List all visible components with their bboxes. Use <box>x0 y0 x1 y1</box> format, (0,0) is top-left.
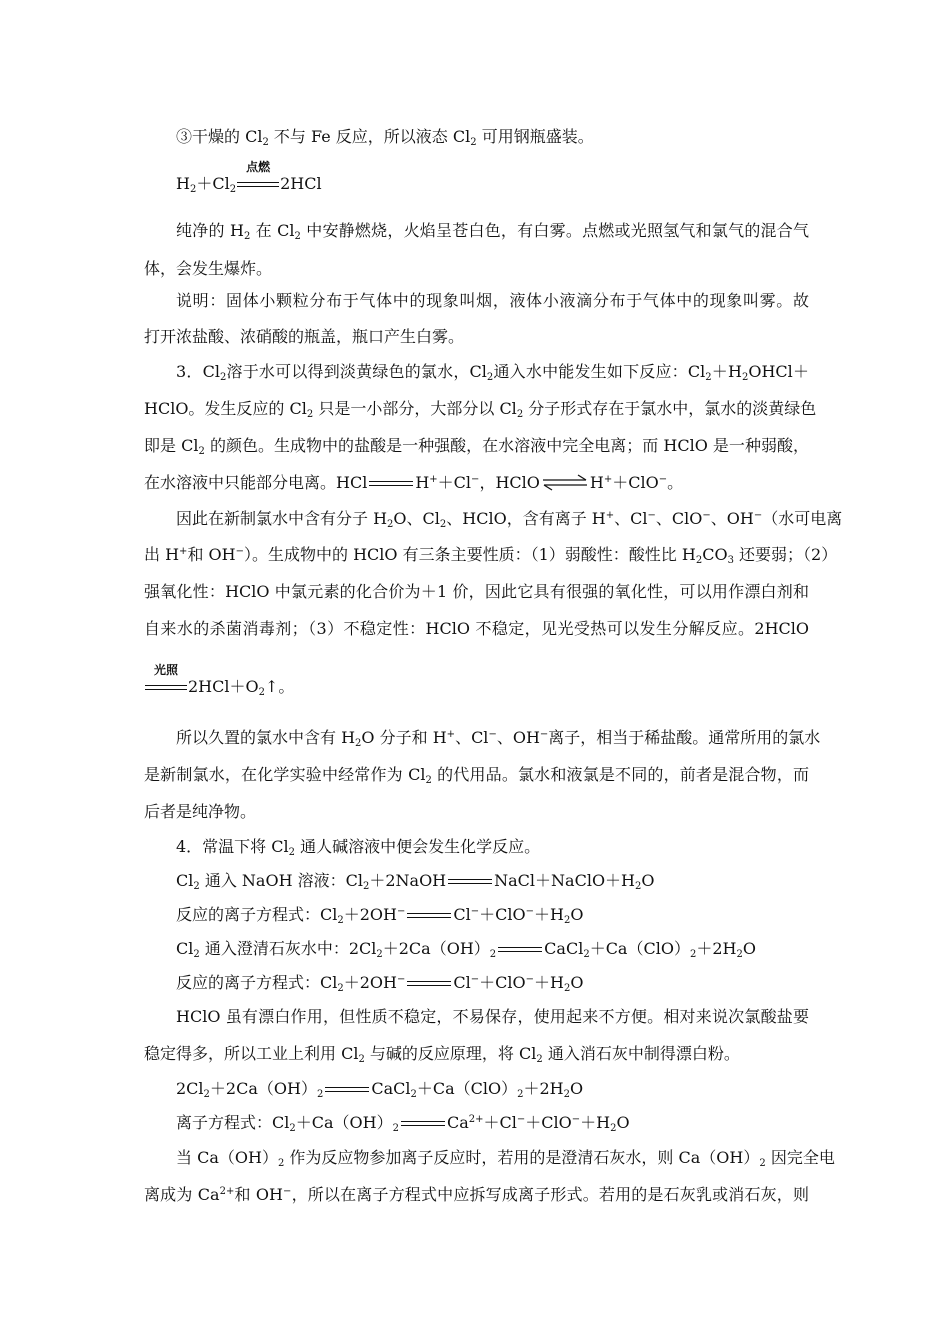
equals-sign <box>405 904 453 926</box>
condition-label: 点燃 <box>246 160 271 174</box>
equation-line: 反应的离子方程式：$Cl_2+2OH^-$ $Cl^-+ClO^-+H_2O$ <box>176 973 584 994</box>
paragraph-line: 出 H+和 OH−）。生成物中的 HClO 有三条主要性质：（1）弱酸性：酸性比 $H_2CO_3$ 还要弱；（2） <box>144 545 838 566</box>
equals-sign <box>323 1078 371 1100</box>
paragraph-line: 因此在新制氯水中含有分子 $H_2O$、$Cl_2$、HClO，含有离子 H+、Cl−、ClO−、OH−（水可电离 <box>176 509 843 530</box>
paragraph-line: HClO。发生反应的 $Cl_2$ 只是一小部分，大部分以 $Cl_2$ 分子形式存在于氯水中，氯水的淡黄绿色 <box>144 399 817 420</box>
paragraph-line: 体，会发生爆炸。 <box>144 259 273 278</box>
paragraph-line: 3．$Cl_2$溶于水可以得到淡黄绿色的氯水，$Cl_2$通入水中能发生如下反应：$Cl_2+H_2OHCl+$ <box>176 362 809 383</box>
paragraph-line: 说明：固体小颗粒分布于气体中的现象叫烟，液体小液滴分布于气体中的现象叫雾。故 <box>176 291 809 310</box>
reversible-arrow-icon <box>540 472 590 494</box>
paragraph-line: 打开浓盐酸、浓硝酸的瓶盖，瓶口产生白雾。 <box>144 327 465 346</box>
paragraph-line: 4．常温下将 $Cl_2$ 通人碱溶液中便会发生化学反应。 <box>176 837 541 858</box>
paragraph-line: 当 $Ca(OH)_2$ 作为反应物参加离子反应时，若用的是澄清石灰水，则 $Ca(OH)_2$ 因完全电 <box>176 1148 835 1169</box>
condition-label: 光照 <box>153 663 178 677</box>
paragraph-line: 后者是纯净物。 <box>144 802 257 821</box>
paragraph-line: 离成为 $Ca^{2+}$和 OH−，所以在离子方程式中应拆写成离子形式。若用的是石灰乳或消石灰，则 <box>144 1185 809 1204</box>
equals-sign <box>446 870 494 892</box>
equals-sign <box>399 1112 447 1134</box>
equation-line: 反应的离子方程式：$Cl_2+2OH^-$ $Cl^-+ClO^-+H_2O$ <box>176 905 584 926</box>
equation-line: 离子方程式：$Cl_2+Ca(OH)_2$ $Ca^{2+}+Cl^-+ClO^-+H_2O$ <box>176 1113 630 1134</box>
paragraph-line: 所以久置的氯水中含有 $H_2O$ 分子和 H+、Cl−、OH−离子，相当于稀盐酸。通常所用的氯水 <box>176 728 821 749</box>
paragraph-line: 纯净的 $H_2$ 在 $Cl_2$ 中安静燃烧，火焰呈苍白色，有白雾。点燃或光照氢气和氯气的混合气 <box>176 221 809 242</box>
paragraph-line: 是新制氯水，在化学实验中经常作为 $Cl_2$ 的代用品。氯水和液氯是不同的，前者是混合物，而 <box>144 765 810 786</box>
paragraph-line: 强氧化性：HClO 中氯元素的化合价为＋1 价，因此它具有很强的氧化性，可以用作漂白剂和 <box>144 582 809 601</box>
equation-line: $Cl_2$ 通入澄清石灰水中：$2Cl_2+2Ca(OH)_2$ $CaCl_2+Ca(ClO)_2+2H_2O$ <box>176 939 756 960</box>
equation-line: $2Cl_2+2Ca(OH)_2$ $CaCl_2+Ca(ClO)_2+2H_2O$ <box>176 1079 584 1100</box>
paragraph-line: 稳定得多，所以工业上利用 $Cl_2$ 与碱的反应原理，将 $Cl_2$ 通入消石灰中制得漂白粉。 <box>144 1044 740 1065</box>
paragraph-line: 即是 $Cl_2$ 的颜色。生成物中的盐酸是一种强酸，在水溶液中完全电离；而 HClO 是一种弱酸， <box>144 436 809 457</box>
paragraph-line: ③干燥的 $Cl_2$ 不与 Fe 反应，所以液态 $Cl_2$ 可用钢瓶盛装。 <box>176 127 594 148</box>
equation-h2-cl2: $H_2+Cl_2$ 点燃 2HCl <box>176 160 322 195</box>
paragraph-line: HClO 虽有漂白作用，但性质不稳定，不易保存，使用起来不方便。相对来说次氯酸盐要 <box>176 1007 809 1026</box>
equals-sign <box>367 472 415 494</box>
paragraph-line: 自来水的杀菌消毒剂；（3）不稳定性：HClO 不稳定，见光受热可以发生分解反应。2HClO <box>144 619 809 638</box>
reaction-condition-arrow <box>144 663 188 698</box>
equation-line: $Cl_2$ 通入 NaOH 溶液：$Cl_2+2NaOH$ $NaCl+NaClO+H_2O$ <box>176 871 655 892</box>
reaction-condition-arrow <box>236 160 280 195</box>
paragraph-line: 在水溶液中只能部分电离。HCl H+＋Cl−，HClO H+＋ClO−。 <box>144 473 684 492</box>
equals-sign <box>405 972 453 994</box>
equation-hclo-decomposition: 光照 $2HCl+O_2↑$。 <box>144 676 809 698</box>
equals-sign <box>496 938 544 960</box>
